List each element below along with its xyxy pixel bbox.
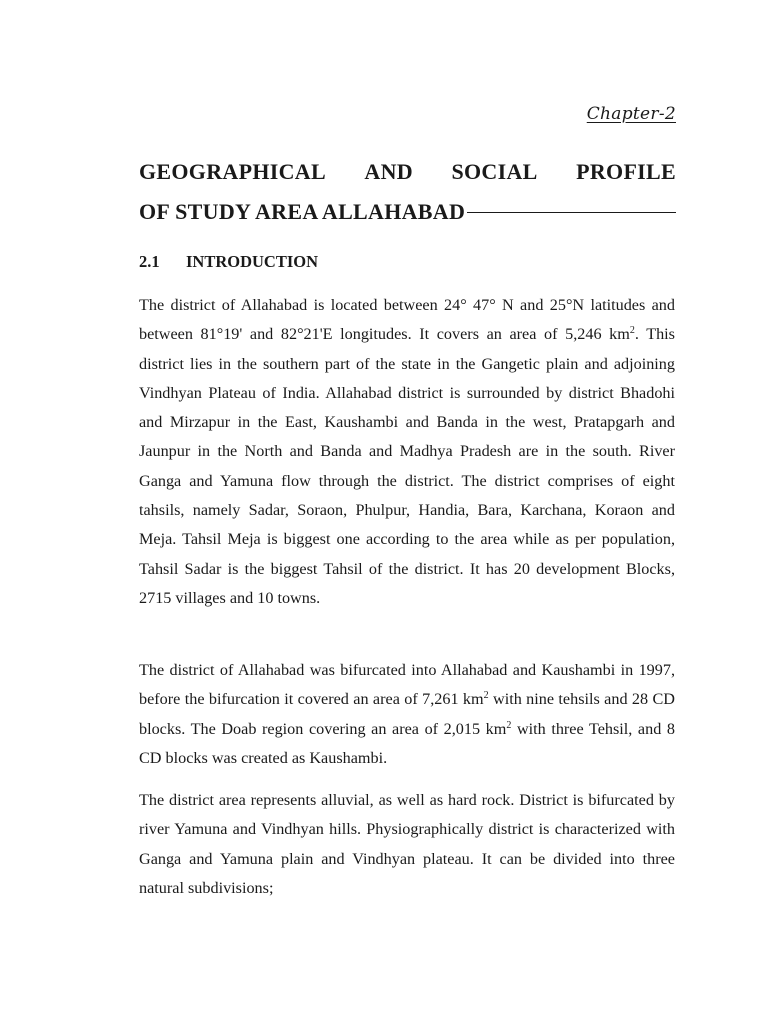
- title-line-2: [139, 194, 676, 234]
- paragraph-text: with three Tehsil, and 8 CD blocks was created as Kaushambi.: [139, 719, 675, 767]
- section-heading: [139, 252, 318, 272]
- chapter-title: [139, 154, 676, 234]
- title-line-1: [139, 154, 676, 194]
- paragraph-text: The district of Allahabad is located between 24° 47° N and 25°N latitudes and between 81°19' and 82°21'E longitudes. It covers an area of 5,246 km: [139, 296, 675, 344]
- section-number: 2.1: [139, 252, 160, 271]
- section-title: INTRODUCTION: [186, 252, 319, 271]
- paragraph-text: The district of Allahabad was bifurcated into Allahabad and Kaushambi in 1997, before the bifurcation it covered an area of 7,261 km: [139, 661, 675, 709]
- superscript: 2: [483, 690, 489, 702]
- superscript: 2: [506, 719, 512, 731]
- paragraph-3: The district area represents alluvial, as well as hard rock. District is bifurcated by river Yamuna and Vindhyan hills. Physiographically district is characterized with Ganga and Yamuna plain and Vindhyan plateau. It can be divided into three natural subdivisions;: [139, 791, 675, 897]
- chapter-label: Chapter-2: [586, 104, 676, 124]
- paragraph-text: . This district lies in the southern part of the state in the Gangetic plain and adjoining Vindhyan Plateau of India. Allahabad district is surrounded by district Bhadohi and Mirzapur in the East, Kaushambi and Banda in the west, Pratapgarh and Jaunpur in the North and Banda and Madhya Pradesh are in the south. River Ganga and Yamuna flow through the district. The district comprises of eight tahsils, namely Sadar, Soraon, Phulpur, Handia, Bara, Karchana, Koraon and Meja. Tahsil Meja is biggest one according to the area while as per population, Tahsil Sadar is the biggest Tahsil of the district. It has 20 development Blocks, 2715 villages and 10 towns.: [139, 325, 675, 607]
- title-word: AND: [364, 159, 413, 184]
- title-underline-rule: [467, 212, 676, 213]
- superscript: 2: [629, 325, 635, 337]
- title-word: SOCIAL: [451, 159, 538, 184]
- title-text: OF STUDY AREA ALLAHABAD: [139, 199, 466, 224]
- paragraph-text: with nine tehsils and 28 CD blocks. The Doab region covering an area of 2,015 km: [139, 690, 675, 738]
- paragraph-2: [139, 656, 675, 773]
- paragraph-1: [139, 291, 675, 613]
- title-word: GEOGRAPHICAL: [139, 159, 326, 184]
- title-word: PROFILE: [576, 159, 676, 184]
